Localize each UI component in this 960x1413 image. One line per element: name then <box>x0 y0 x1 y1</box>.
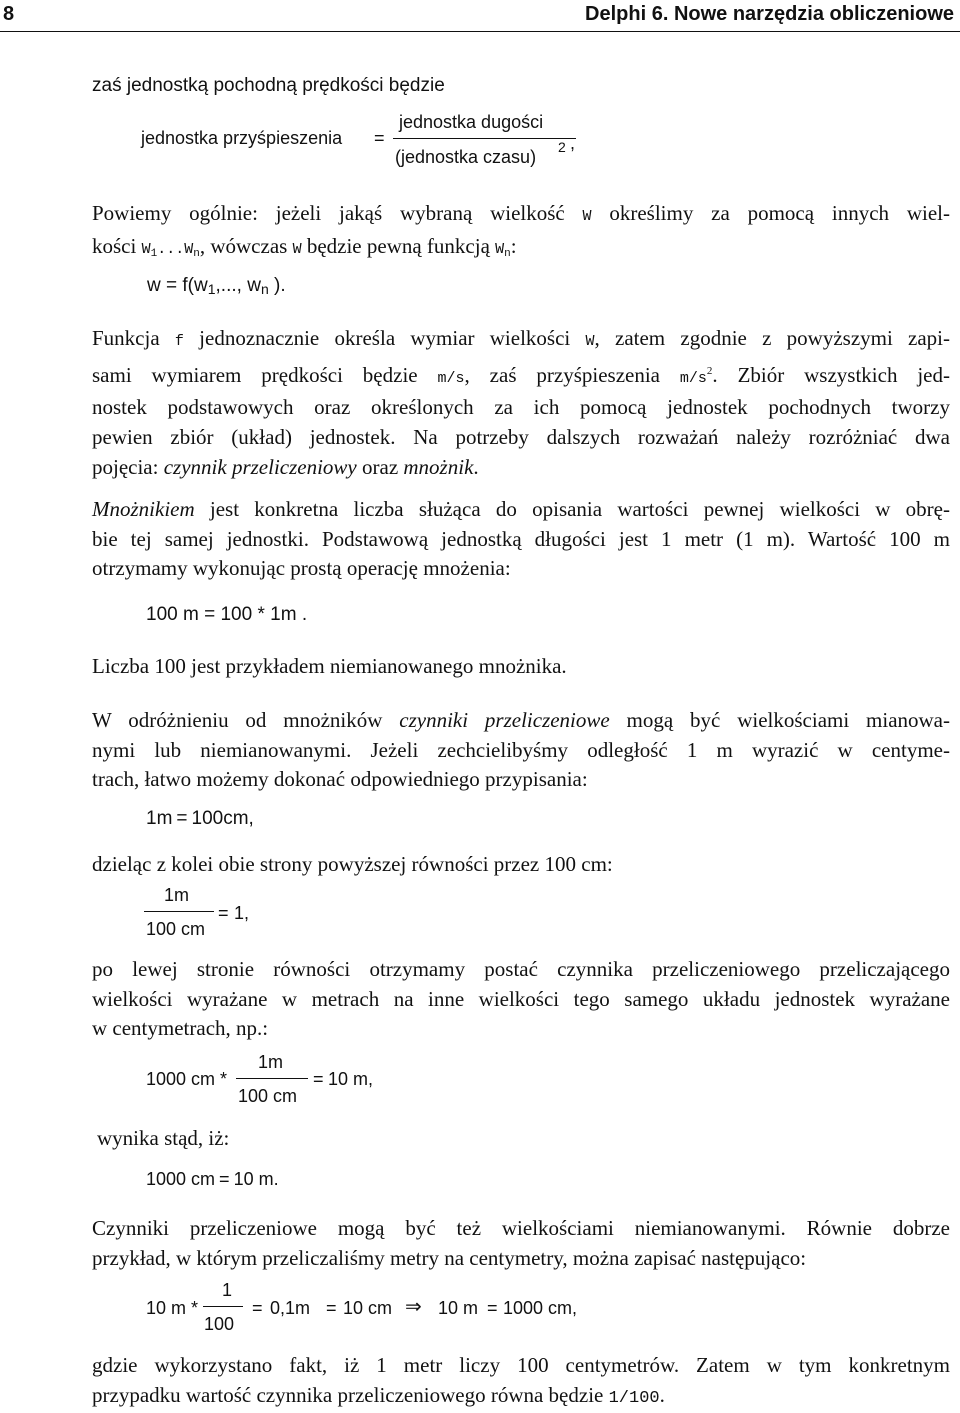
eq1000-equals: = <box>313 1069 324 1089</box>
page-number: 8 <box>3 3 15 25</box>
p5-line-2: nymi lub niemianowanymi. Jeżeli zechcielibyśmy odległość 1 m wyrazić w centyme- <box>92 737 950 762</box>
fraction-bar <box>203 1306 243 1307</box>
paragraph-8 <box>92 1214 950 1273</box>
p7-line-2: wielkości wyrażane w metrach na inne wielkości tego samego układu jednostek wyrażane <box>92 986 950 1011</box>
eq1000-lhs: 1000 cm * <box>146 1069 228 1089</box>
p1-line-1: Powiemy ogólnie: jeżeli jakąś wybraną wielkość W określimy za pomocą innych wiel- <box>92 201 950 225</box>
p9-line-2: przypadku wartość czynnika przeliczeniowego równa będzie 1/100. <box>92 1382 665 1408</box>
p2-line-5: pojęcia: czynnik przeliczeniowy oraz mnożnik. <box>92 454 479 479</box>
intro-line: zaś jednostką pochodną prędkości będzie <box>92 75 445 96</box>
paragraph-7 <box>92 955 950 1044</box>
fraction-bar <box>144 911 214 912</box>
frac1-equals: = <box>218 903 229 923</box>
frac1-numerator: 1m <box>164 885 190 905</box>
eq-equals: = <box>374 128 385 148</box>
frac1-denominator: 100 cm <box>146 919 206 939</box>
paragraph-9 <box>92 1351 950 1413</box>
equation-w: $w = f(w_1$,..., $w_n$ ). <box>147 275 286 297</box>
paragraph-5 <box>92 706 950 795</box>
wynika-line: wynika stąd, iż: <box>97 1126 230 1150</box>
p2-line-4: pewien zbiór (układ) jednostek. Na potrzeby dalszych rozważań należy rozróżniać dwa <box>92 425 950 450</box>
fraction-bar <box>236 1078 308 1079</box>
p2-line-1: Funkcja f jednoznacznie określa wymiar wielkości W, zatem zgodnie z powyższymi zapi- <box>92 326 951 350</box>
p4-line-1: Liczba 100 jest przykładem niemianowanego mnożnika. <box>92 654 567 678</box>
equation-100m: 100 m = 100 * 1m . <box>146 604 308 625</box>
eq-comma: , <box>570 133 576 153</box>
p1-line-2: kości $W_1...W_n$, wówczas W będzie pewną funkcją $W_n$: <box>92 233 517 260</box>
eq10-e: 1000 cm, <box>503 1298 578 1318</box>
p3-line-1: Mnożnikiem jest konkretna liczba służąca do opisania wartości pewnej wielkości w obrę- <box>92 497 950 521</box>
p8-line-2: przykład, w którym przeliczaliśmy metry na centymetry, można zapisać następująco: <box>92 1245 807 1270</box>
eq1000-denominator: 100 cm <box>238 1086 298 1106</box>
paragraph-3 <box>92 495 950 584</box>
eq1000-numerator: 1m <box>258 1052 284 1072</box>
paragraph-6 <box>92 850 950 880</box>
eq10-numerator: 1 <box>222 1280 233 1300</box>
p5-line-3: trach, łatwo możemy dokonać odpowiedniego przypisania: <box>92 767 588 792</box>
implies-arrow: ⇒ <box>405 1296 422 1318</box>
p9-line-1: gdzie wykorzystano fakt, iż 1 metr liczy 100 centymetrów. Zatem w tym konkretnym <box>92 1353 950 1377</box>
eq-lhs: jednostka przyśpieszenia <box>141 128 343 148</box>
p8-line-1: Czynniki przeliczeniowe mogą być też wielkościami niemianowanymi. Równie dobrze <box>92 1216 950 1240</box>
eq10-lhs: 10 m * <box>146 1298 199 1318</box>
paragraph-1 <box>92 199 950 269</box>
equation-1000cm-b: 1000 cm = 10 m. <box>146 1169 279 1189</box>
eq-denominator: (jednostka czasu) <box>395 147 537 167</box>
eq10-c: 10 cm <box>343 1298 393 1318</box>
p2-line-2: sami wymiarem prędkości będzie m/s, zaś przyśpieszenia $m/s^2$. Zbiór wszystkich jed- <box>92 362 950 387</box>
paragraph-2 <box>92 324 950 483</box>
eq10-b: 0,1m <box>270 1298 311 1318</box>
p2-line-3: nostek podstawowych oraz określonych za ich pomocą jednostek pochodnych tworzy <box>92 395 950 420</box>
eq-exponent: 2 <box>558 139 566 155</box>
p7-line-3: w centymetrach, np.: <box>92 1016 269 1041</box>
eq10-equals-3: = <box>487 1298 498 1318</box>
p3-line-3: otrzymamy wykonując prostą operację mnożenia: <box>92 556 511 581</box>
running-title: Delphi 6. Nowe narzędzia obliczeniowe <box>585 3 954 25</box>
frac1-rhs: 1, <box>234 903 250 923</box>
page-header <box>0 0 960 30</box>
p6-line-1: dzieląc z kolei obie strony powyższej równości przez 100 cm: <box>92 852 613 876</box>
p3-line-2: bie tej samej jednostki. Podstawową jednostką długości jest 1 metr (1 m). Wartość 100 m <box>92 526 950 551</box>
eq10-d: 10 m <box>438 1298 479 1318</box>
p7-line-1: po lewej stronie równości otrzymamy postać czynnika przeliczeniowego przeliczającego <box>92 957 950 981</box>
p5-line-1: W odróżnieniu od mnożników czynniki przeliczeniowe mogą być wielkościami mianowa- <box>92 708 950 732</box>
eq10-denominator: 100 <box>204 1314 235 1334</box>
eq1000-rhs: 10 m, <box>328 1069 374 1089</box>
paragraph-4 <box>92 652 950 682</box>
equation-1m: 1m = 100cm, <box>146 808 254 829</box>
eq-numerator: jednostka dugości <box>399 112 544 132</box>
eq10-equals-1: = <box>252 1298 263 1318</box>
fraction-bar <box>393 138 576 139</box>
eq10-equals-2: = <box>326 1298 337 1318</box>
header-rule <box>0 31 960 32</box>
